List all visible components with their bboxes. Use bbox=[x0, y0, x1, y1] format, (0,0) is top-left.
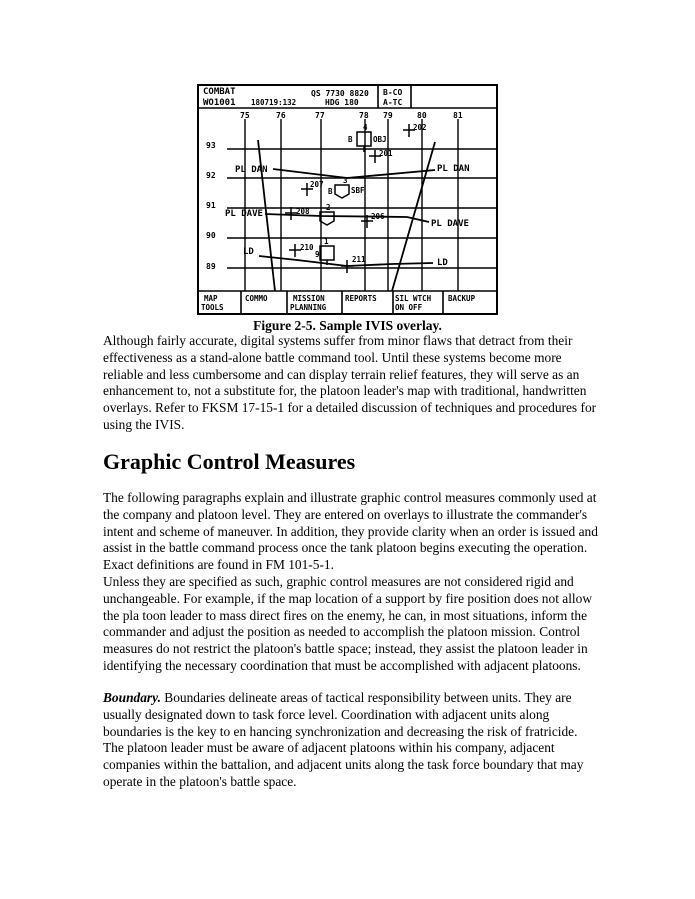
northing-label: 92 bbox=[206, 171, 216, 180]
pl-dave-line bbox=[265, 214, 429, 222]
boundary-term: Boundary. bbox=[103, 690, 161, 705]
bumper-211-label: 211 bbox=[352, 255, 366, 264]
header-time: 180719:132 bbox=[251, 98, 297, 107]
unit-2-label: 2 bbox=[326, 203, 331, 212]
bumper-208-label: 208 bbox=[296, 207, 310, 216]
mission-planning-button-line1[interactable]: MISSION bbox=[293, 294, 325, 303]
bumper-201-label: 201 bbox=[379, 149, 393, 158]
pl-dan-line bbox=[273, 169, 435, 178]
obj-label: OBJ bbox=[373, 135, 387, 144]
map-tools-button-line2[interactable]: TOOLS bbox=[201, 303, 224, 312]
commo-button[interactable]: COMMO bbox=[245, 294, 268, 303]
unit-9-label: 9 bbox=[315, 250, 320, 259]
figure-caption: Figure 2-5. Sample IVIS overlay. bbox=[253, 318, 442, 333]
easting-label: 77 bbox=[315, 111, 325, 120]
header-grid-ref: QS 7730 8820 bbox=[311, 89, 369, 98]
intro-paragraph-block bbox=[103, 333, 601, 434]
obj-number-label: 4 bbox=[363, 123, 368, 132]
pl-dave-right-label: PL DAVE bbox=[431, 219, 469, 229]
header-mode: COMBAT bbox=[203, 87, 236, 97]
reports-button[interactable]: REPORTS bbox=[345, 294, 377, 303]
header-role: A-TC bbox=[383, 98, 403, 107]
rigidity-paragraph-block bbox=[103, 574, 601, 675]
northing-label: 93 bbox=[206, 141, 216, 150]
paragraph-graphic-measures: The following paragraphs explain and illustrate graphic control measures commonly used at the company and platoon level. They are entered on overlays to illustrate the commander's intent and scheme of maneuver. In addition, they provide clarity when an order is issued and assist in the battle command process once the tank platoon begins executing the operation. Exact definitions are found in FM 101-5-1. bbox=[103, 490, 598, 573]
northing-label: 89 bbox=[206, 262, 216, 271]
bumper-210-label: 210 bbox=[300, 243, 314, 252]
sbf-letter-label: B bbox=[328, 187, 333, 196]
easting-label: 81 bbox=[453, 111, 463, 120]
easting-label: 76 bbox=[276, 111, 286, 120]
ld-left-label: LD bbox=[243, 247, 254, 257]
header-unit-id: WO1001 bbox=[203, 98, 236, 108]
easting-label: 78 bbox=[359, 111, 369, 120]
easting-label: 79 bbox=[383, 111, 393, 120]
easting-label: 75 bbox=[240, 111, 250, 120]
graphic-measures-intro-block bbox=[103, 490, 601, 574]
ivis-overlay-figure bbox=[197, 84, 499, 316]
northing-label: 90 bbox=[206, 231, 216, 240]
obj-letter-label: B bbox=[348, 135, 353, 144]
paragraph-boundary bbox=[103, 690, 601, 791]
boundary-body: Boundaries delineate areas of tactical responsibility between units. They are usually designated down to task force level. Coordination with adjacent units along boundaries is the key to en hancing synchronization and decreasing the risk of fratricide. The platoon leader must be aware of adjacent platoons within his company, adjacent companies within the battalion, and adjacent units along the task force boundary that may operate in the platoon's battle space. bbox=[103, 690, 584, 789]
ld-line bbox=[259, 256, 433, 266]
sbf-number-label: 3 bbox=[343, 176, 348, 185]
pl-dan-right-label: PL DAN bbox=[437, 164, 470, 174]
bumper-207-label: 207 bbox=[310, 180, 324, 189]
boundary-paragraph-block bbox=[103, 690, 601, 791]
ld-right-label: LD bbox=[437, 258, 448, 268]
header-heading: HDG 180 bbox=[325, 98, 359, 107]
backup-button[interactable]: BACKUP bbox=[448, 294, 476, 303]
bumper-202-label: 202 bbox=[413, 123, 427, 132]
header-company: B-CO bbox=[383, 88, 403, 97]
sbf-label: SBF bbox=[351, 186, 365, 195]
easting-label: 80 bbox=[417, 111, 427, 120]
pl-dave-left-label: PL DAVE bbox=[225, 209, 263, 219]
section-heading: Graphic Control Measures bbox=[103, 449, 356, 474]
paragraph-not-rigid: Unless they are specified as such, graphic control measures are not considered rigid and unchangeable. For example, if the map location of a support by fire position does not allow the pla toon leader to mass direct fires on the enemy, he can, in most situations, inform the commander and adjust the position as needed to accomplish the platoon mission. Control measures do not restrict the platoon's battle space; instead, they assist the platoon leader in identifying the necessary coordination that must be accomplished with adjacent platoons. bbox=[103, 574, 593, 673]
sil-wtch-button-line1[interactable]: SIL WTCH bbox=[395, 294, 432, 303]
map-tools-button-line1[interactable]: MAP bbox=[204, 294, 218, 303]
northing-label: 91 bbox=[206, 201, 216, 210]
sil-wtch-button-line2[interactable]: ON OFF bbox=[395, 303, 423, 312]
pl-dan-left-label: PL DAN bbox=[235, 165, 268, 175]
paragraph-ivis-limitations: Although fairly accurate, digital systems suffer from minor flaws that detract from their effectiveness as a stand-alone battle command tool. Until these systems become more reliable and less cumbersome and can display terrain relief features, they will serve as an enhancement to, not a substitute for, the platoon leader's map with traditional, handwritten overlays. Refer to FKSM 17-15-1 for a detailed discussion of techniques and procedures for using the IVIS. bbox=[103, 333, 597, 432]
ivis-screen bbox=[197, 84, 499, 316]
unit-1-label: 1 bbox=[324, 237, 329, 246]
mission-planning-button-line2[interactable]: PLANNING bbox=[290, 303, 327, 312]
bumper-206-label: 206 bbox=[371, 212, 385, 221]
